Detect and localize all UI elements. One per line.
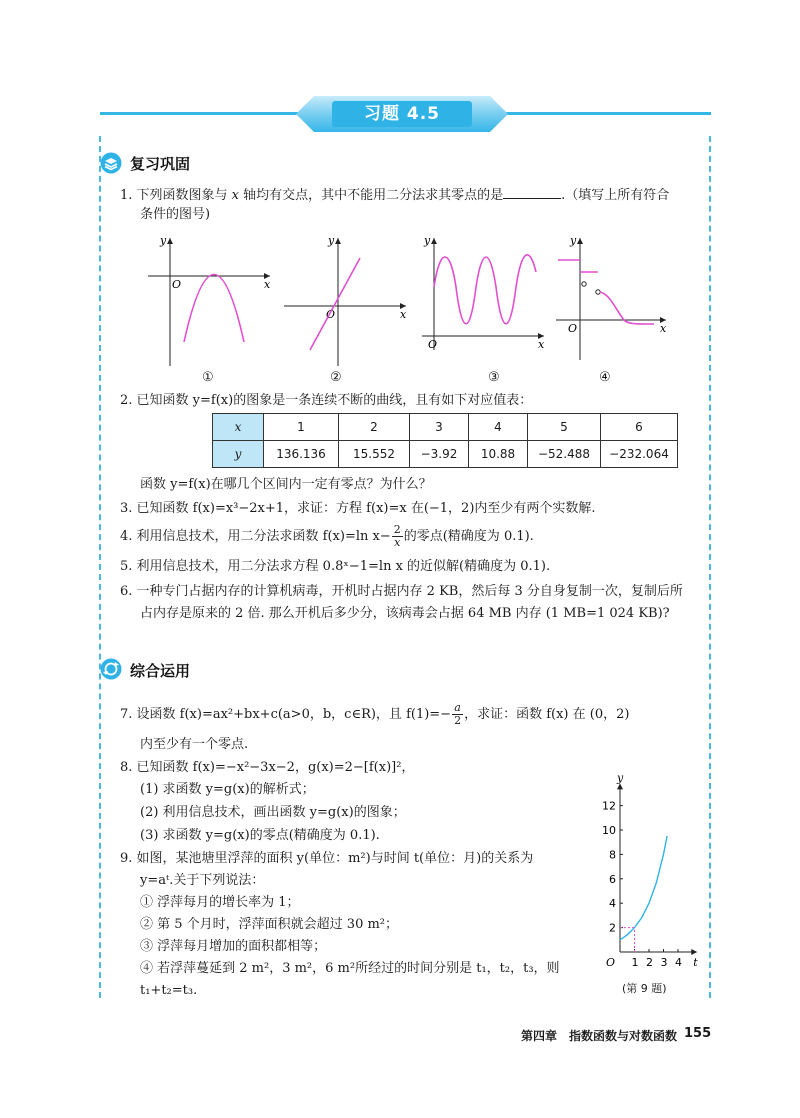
q9-y-tick-label: 2: [609, 921, 616, 935]
graph-1: [146, 232, 276, 372]
q9-origin: O: [606, 956, 616, 969]
table-cell: −3.92: [410, 441, 469, 468]
table-cell: 5: [528, 414, 601, 441]
graph-2: [282, 232, 412, 372]
graph4-x-label: x: [660, 322, 667, 335]
q2-line2: 函数 y=f(x)在哪几个区间内一定有零点？为什么？: [140, 477, 432, 492]
graph-4: [554, 232, 674, 372]
q9-x-tick-label: 2: [646, 956, 653, 969]
table-row: [213, 414, 678, 441]
header-line-left: [100, 112, 300, 115]
q9-statement-2: ② 第 5 个月时，浮萍面积就会超过 30 m²；: [140, 917, 399, 932]
q7-line1: 7. 设函数 f(x)=ax²+bx+c(a>0，b，c∈R)，且 f(1)=− $\frac{a}{2}$ ，求证：函数 f(x) 在 (0，2): [120, 701, 630, 727]
section-title-application: 综合运用: [130, 662, 191, 680]
q1-line1: 1. 下列函数图象与 x 轴均有交点，其中不能用二分法求其零点的是 .（填写上所有符合: [120, 188, 670, 203]
table-row: [213, 441, 678, 468]
section-title-review: 复习巩固: [130, 155, 191, 173]
graph3-origin: O: [428, 338, 438, 351]
table-cell: 136.136: [264, 441, 339, 468]
q7-line2: 内至少有一个零点.: [140, 737, 249, 752]
page-number: 155: [684, 1026, 712, 1041]
value-table: [212, 413, 678, 468]
q9-statement-3: ③ 浮萍每月增加的面积都相等；: [140, 939, 327, 954]
right-dashed-border: [709, 136, 711, 998]
q4: 4. 利用信息技术，用二分法求函数 f(x)=ln x− $\frac{2}{x}$ 的零点(精确度为 0.1).: [120, 523, 534, 549]
q9-y-tick-label: 12: [602, 799, 616, 813]
q9-y-label: y: [617, 771, 624, 785]
graph-label-2: ②: [330, 370, 342, 385]
graph2-y-label: y: [328, 234, 335, 247]
q9-y-tick-label: 4: [609, 897, 616, 911]
q9-line2: y=aᵗ.关于下列说法：: [140, 873, 265, 888]
graph1-origin: O: [172, 278, 182, 291]
graph1-x-label: x: [264, 278, 271, 291]
q9-y-tick-label: 6: [609, 872, 616, 886]
q3: 3. 已知函数 f(x)=x³−2x+1，求证：方程 f(x)=x 在(−1，2)内至少有两个实数解.: [120, 501, 596, 516]
q9-x-tick-label: 3: [660, 956, 668, 969]
table-cell: 2: [339, 414, 410, 441]
graph2-origin: O: [326, 308, 336, 321]
answer-blank[interactable]: [503, 186, 561, 199]
q9-y-tick-label: 10: [602, 824, 616, 837]
table-cell: 6: [601, 414, 678, 441]
graph-label-1: ①: [202, 370, 214, 385]
table-cell: 4: [469, 414, 528, 441]
table-cell: 10.88: [469, 441, 528, 468]
q6-line2: 占内存是原来的 2 倍. 那么开机后多少分，该病毒会占据 64 MB 内存 (1 MB=1 024 KB)?: [140, 606, 670, 621]
graph-3: [420, 232, 550, 372]
q2-line1: 2. 已知函数 y=f(x)的图象是一条连续不断的曲线，且有如下对应值表：: [120, 393, 533, 408]
table-x-header: x: [213, 414, 264, 441]
graph-label-4: ④: [599, 370, 611, 385]
cycle-icon: [100, 658, 122, 680]
q9-x-label: t: [693, 956, 698, 969]
q9-caption: (第 9 题): [622, 982, 667, 995]
footer-chapter: 第四章 指数函数与对数函数: [521, 1029, 678, 1043]
q9-statement-4-end: t₁+t₂=t₃.: [140, 983, 198, 998]
header-line-right: [506, 112, 711, 115]
q8-sub1: (1) 求函数 y=g(x)的解析式；: [140, 782, 315, 797]
graph4-y-label: y: [570, 234, 577, 247]
table-cell: 15.552: [339, 441, 410, 468]
layers-icon: [100, 152, 122, 174]
q9-x-tick-label: 1: [631, 956, 639, 969]
q9-x-tick-label: 4: [675, 956, 682, 969]
table-cell: 1: [264, 414, 339, 441]
q9-chart: [586, 771, 706, 980]
graph2-x-label: x: [400, 308, 407, 321]
page-title: 习题 4.5: [332, 101, 472, 127]
q9-y-tick-label: 8: [609, 848, 616, 862]
fraction-2-over-x: $\frac{2}{x}$: [393, 523, 401, 549]
graph1-y-label: y: [160, 234, 167, 247]
left-dashed-border: [99, 136, 101, 998]
graph-label-3: ③: [488, 370, 500, 385]
graph4-origin: O: [568, 322, 578, 335]
q8-sub3: (3) 求函数 y=g(x)的零点(精确度为 0.1).: [140, 828, 380, 843]
q9-curve: [620, 836, 667, 940]
q9-statement-1: ① 浮萍每月的增长率为 1；: [140, 895, 300, 910]
graph3-y-label: y: [424, 234, 431, 247]
q9-line1: 9. 如图，某池塘里浮萍的面积 y(单位：m²)与时间 t(单位：月)的关系为: [120, 851, 534, 866]
q6-line1: 6. 一种专门占据内存的计算机病毒，开机时占据内存 2 KB，然后每 3 分自身复制一次，复制后所: [120, 584, 683, 599]
q1-line2: 条件的图号): [140, 207, 211, 222]
table-cell: −232.064: [601, 441, 678, 468]
q9-x-arrow: [691, 949, 697, 955]
table-y-header: y: [213, 441, 264, 468]
q8-sub2: (2) 利用信息技术，画出函数 y=g(x)的图象；: [140, 805, 406, 820]
q5: 5. 利用信息技术，用二分法求方程 0.8ˣ−1=ln x 的近似解(精确度为 0.1).: [120, 559, 551, 574]
graph3-x-label: x: [538, 338, 545, 351]
q9-statement-4: ④ 若浮萍蔓延到 2 m²，3 m²，6 m²所经过的时间分别是 t₁，t₂，t₃，则: [140, 961, 560, 976]
table-cell: −52.488: [528, 441, 601, 468]
table-cell: 3: [410, 414, 469, 441]
fraction-a-over-2: $\frac{a}{2}$: [454, 701, 462, 727]
q8-line1: 8. 已知函数 f(x)=−x²−3x−2，g(x)=2−[f(x)]²，: [120, 760, 415, 775]
